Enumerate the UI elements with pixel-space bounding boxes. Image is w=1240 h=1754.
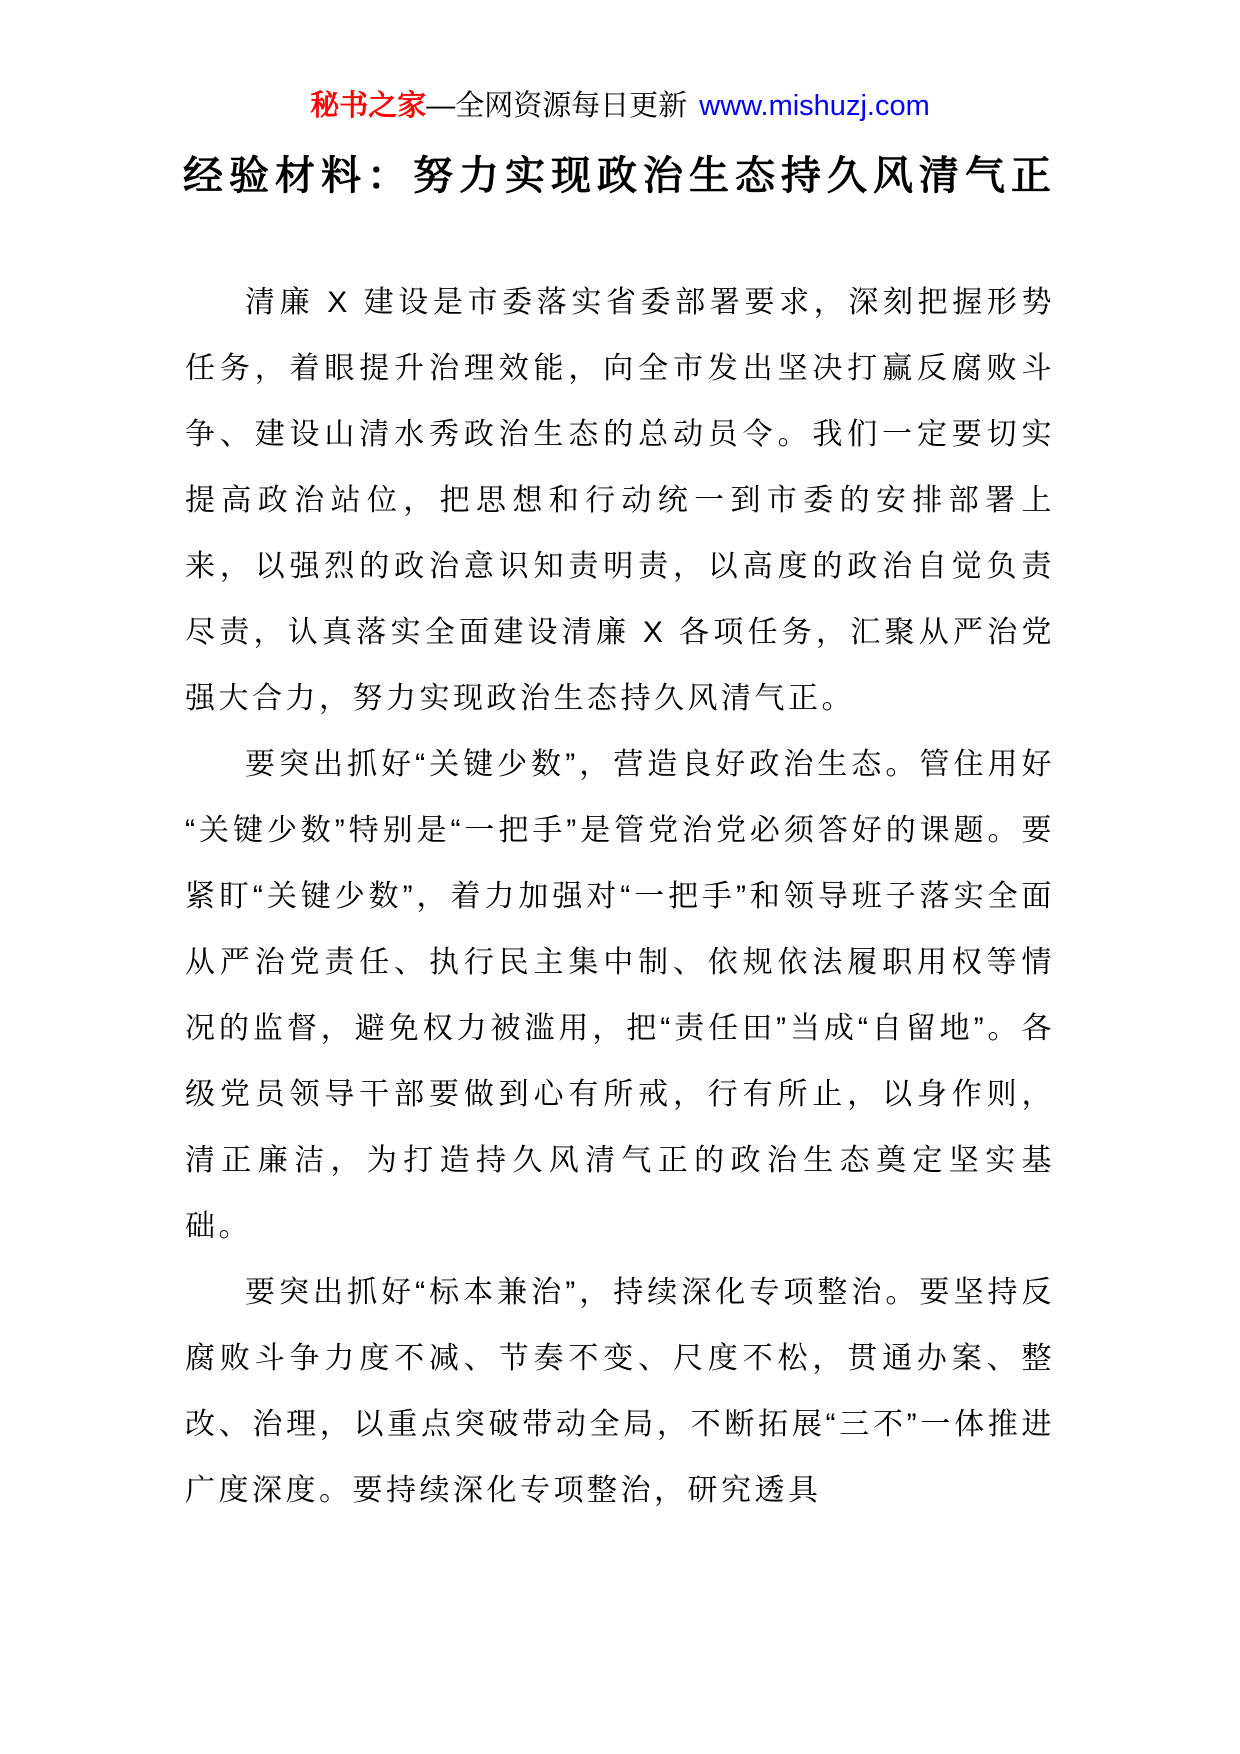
document-title: 经验材料：努力实现政治生态持久风清气正 [183,154,1057,198]
document-body [185,270,1055,1524]
paragraph-special-rectification: 要突出抓好“标本兼治”，持续深化专项整治。要坚持反腐败斗争力度不减、节奏不变、尺度不松，贯通办案、整改、治理，以重点突破带动全局，不断拓展“三不”一体推进广度深度。要持续深化专项整治，研究透具 [185,1276,1055,1507]
paragraph-intro: 清廉 X 建设是市委落实省委部署要求，深刻把握形势任务，着眼提升治理效能，向全市发出坚决打赢反腐败斗争、建设山清水秀政治生态的总动员令。我们一定要切实提高政治站位，把思想和行动统一到市委的安排部署上来，以强烈的政治意识知责明责，以高度的政治自觉负责尽责，认真落实全面建设清廉 X 各项任务，汇聚从严治党强大合力，努力实现政治生态持久风清气正。 [185,286,1055,715]
site-url-link[interactable]: www.mishuzj.com [699,90,930,122]
site-header [0,0,1240,126]
site-tagline: —全网资源每日更新 [426,90,688,122]
site-name: 秘书之家 [310,90,427,122]
paragraph-key-minority: 要突出抓好“关键少数”，营造良好政治生态。管住用好“关键少数”特别是“一把手”是管党治党必须答好的课题。要紧盯“关键少数”，着力加强对“一把手”和领导班子落实全面从严治党责任、执行民主集中制、依规依法履职用权等情况的监督，避免权力被滥用，把“责任田”当成“自留地”。各级党员领导干部要做到心有所戒，行有所止，以身作则，清正廉洁，为打造持久风清气正的政治生态奠定坚实基础。 [185,748,1055,1243]
